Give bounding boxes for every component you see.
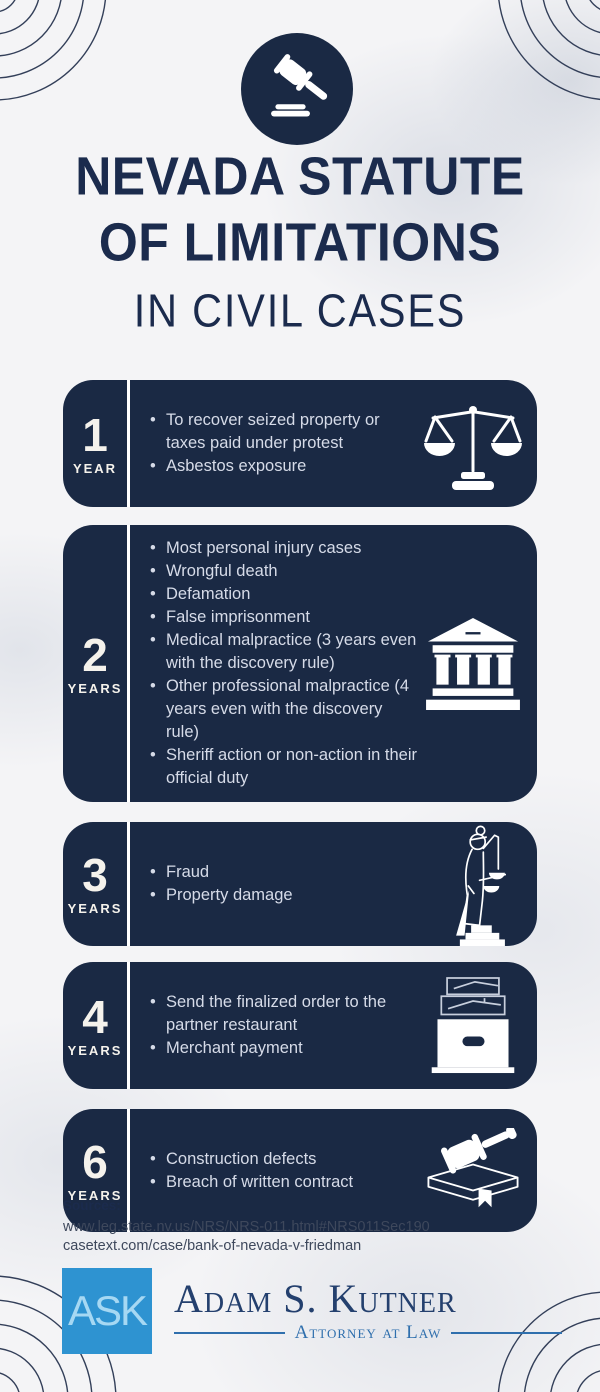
bullet-icon: •: [150, 993, 156, 1011]
firm-name: Adam S. Kutner: [174, 1276, 457, 1321]
case-item-text: Most personal injury cases: [166, 539, 362, 557]
card-number-column: [63, 822, 130, 946]
case-item-text: Construction defects: [166, 1149, 317, 1168]
card-number: 4: [82, 990, 108, 1043]
courthouse-icon: [421, 618, 525, 710]
sources-section: [63, 1198, 430, 1256]
tagline-rule-right: [451, 1332, 562, 1334]
cards: [63, 380, 537, 1232]
page-subtitle: IN CIVIL CASES: [133, 284, 467, 337]
sources-label: Sources:: [63, 1198, 121, 1213]
card-number-column: [63, 525, 130, 802]
case-item-text: To recover seized property or taxes paid under protest: [166, 411, 380, 452]
scales-of-justice-icon: [421, 395, 525, 493]
card-number: 6: [82, 1135, 108, 1188]
bullet-icon: •: [150, 863, 156, 881]
case-item-text: Sheriff action or non-action in their official duty: [166, 746, 418, 787]
footer-brand: [62, 1268, 562, 1354]
stacked-boxes-icon: [421, 975, 525, 1077]
source-links: [63, 1218, 430, 1256]
bullet-icon: •: [150, 562, 156, 580]
bullet-icon: •: [150, 746, 156, 764]
bullet-icon: •: [150, 608, 156, 626]
tagline-rule-left: [174, 1332, 285, 1334]
card-number: 1: [82, 408, 108, 461]
case-item-text: Send the finalized order to the partner restaurant: [166, 993, 387, 1034]
ask-logo-text: ASK: [67, 1287, 147, 1334]
case-item: [150, 409, 419, 455]
card-number: 2: [82, 628, 108, 681]
case-item: [150, 560, 419, 583]
card-unit: YEARS: [67, 901, 123, 916]
case-item-text: Asbestos exposure: [166, 457, 307, 475]
firm-block: [152, 1268, 562, 1354]
card-number-column: [63, 380, 130, 507]
card-unit: YEARS: [67, 1187, 123, 1203]
case-item: [150, 1148, 419, 1171]
bullet-icon: •: [150, 1149, 156, 1168]
bullet-icon: •: [150, 631, 156, 649]
case-item-text: Defamation: [166, 585, 251, 603]
page-title-line2: OF LIMITATIONS: [98, 211, 502, 273]
page-title-line1: NEVADA STATUTE: [75, 145, 525, 207]
case-item-text: Other professional malpractice (4 years even with the discovery rule): [166, 677, 410, 741]
case-item-text: Medical malpractice (3 years even with the discovery rule): [166, 631, 417, 672]
source-link: www.leg.state.nv.us/NRS/NRS-011.html#NRS011Sec190: [63, 1219, 430, 1235]
lady-justice-icon: [421, 824, 525, 946]
limitation-card: [63, 822, 537, 946]
case-item: [150, 861, 419, 884]
bullet-icon: •: [150, 585, 156, 603]
case-item: [150, 606, 419, 629]
bullet-icon: •: [150, 457, 156, 475]
case-item-text: Property damage: [166, 886, 293, 904]
case-item: [150, 744, 419, 790]
firm-tagline: [174, 1322, 562, 1344]
firm-tagline-text: Attorney at Law: [294, 1322, 442, 1343]
limitation-card: [63, 380, 537, 507]
case-item: [150, 455, 419, 478]
bullet-icon: •: [150, 677, 156, 695]
card-unit: YEAR: [72, 460, 118, 476]
ask-logo: [62, 1268, 152, 1354]
bullet-icon: •: [150, 886, 156, 904]
bullet-icon: •: [150, 411, 156, 429]
card-number-column: [63, 962, 130, 1089]
case-item: [150, 583, 419, 606]
limitation-card: [63, 962, 537, 1089]
case-item: [150, 884, 419, 907]
gavel-icon: [261, 51, 333, 128]
bullet-icon: •: [150, 539, 156, 557]
case-item-text: False imprisonment: [166, 608, 310, 626]
case-item-text: Wrongful death: [166, 562, 278, 580]
source-link: casetext.com/case/bank-of-nevada-v-friedman: [63, 1238, 362, 1254]
limitation-card: [63, 525, 537, 802]
case-item: [150, 675, 419, 744]
case-item: [150, 537, 419, 560]
bullet-icon: •: [150, 1172, 156, 1191]
bullet-icon: •: [150, 1039, 156, 1057]
card-unit: YEARS: [67, 680, 123, 696]
card-unit: YEARS: [67, 1042, 123, 1058]
case-item: [150, 991, 419, 1037]
gavel-book-icon: [421, 1128, 525, 1214]
case-item: [150, 629, 419, 675]
case-item-text: Fraud: [166, 863, 210, 881]
case-item: [150, 1037, 419, 1060]
gavel-badge: [241, 33, 353, 145]
case-item-text: Breach of written contract: [166, 1172, 354, 1191]
case-item-text: Merchant payment: [166, 1039, 303, 1057]
card-number: 3: [82, 849, 108, 901]
case-item: [150, 1171, 419, 1194]
